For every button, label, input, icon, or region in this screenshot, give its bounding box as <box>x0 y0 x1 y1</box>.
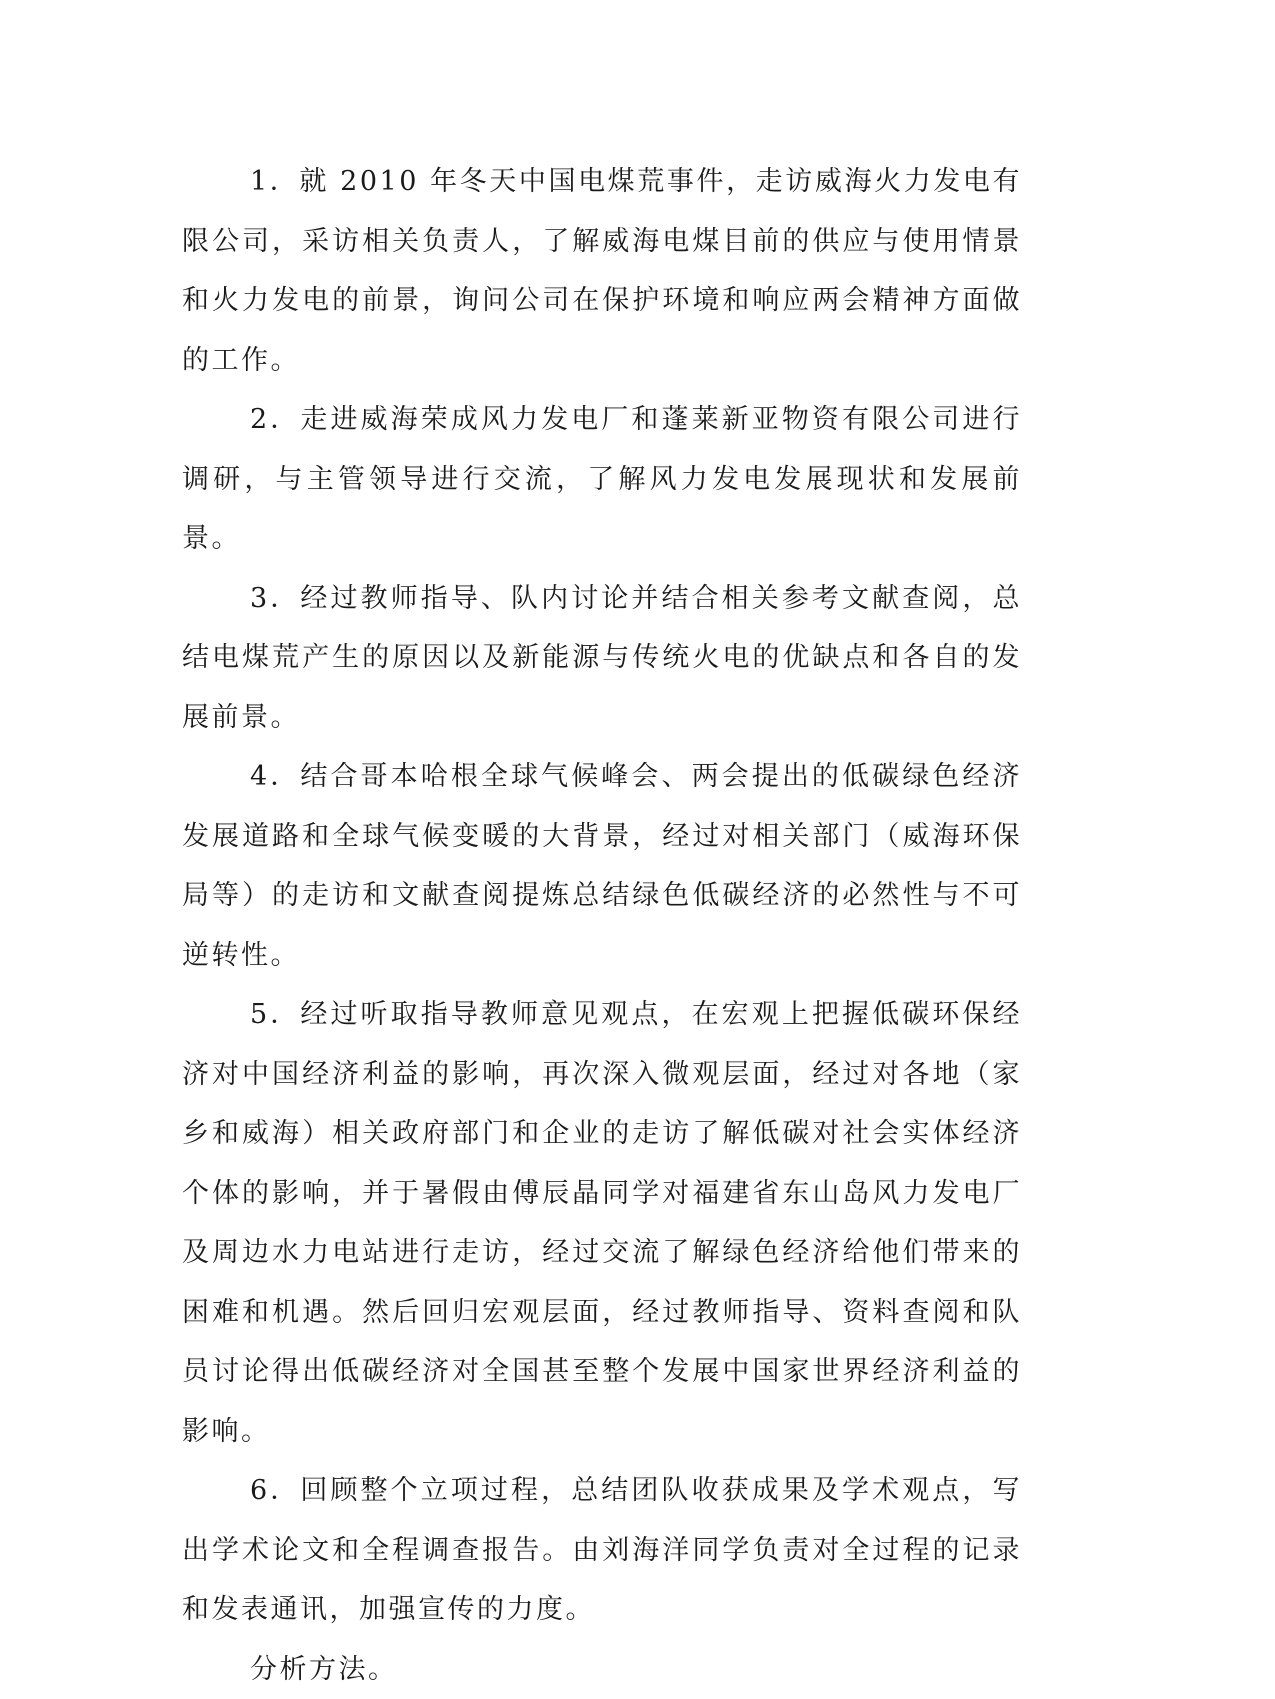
paragraph-item-1: 1．就 2010 年冬天中国电煤荒事件，走访威海火力发电有限公司，采访相关负责人，了解威海电煤目前的供应与使用情景和火力发电的前景，询问公司在保护环境和响应两会精神方面做的工作。 <box>182 152 1022 390</box>
analysis-method-heading: 分析方法。 <box>182 1640 1022 1699</box>
document-body <box>182 152 1022 1699</box>
paragraph-item-2: 2．走进威海荣成风力发电厂和蓬莱新亚物资有限公司进行调研，与主管领导进行交流，了解风力发电发展现状和发展前景。 <box>182 390 1022 569</box>
paragraph-item-4: 4．结合哥本哈根全球气候峰会、两会提出的低碳绿色经济发展道路和全球气候变暖的大背景，经过对相关部门（威海环保局等）的走访和文献查阅提炼总结绿色低碳经济的必然性与不可逆转性。 <box>182 747 1022 985</box>
paragraph-item-6: 6．回顾整个立项过程，总结团队收获成果及学术观点，写出学术论文和全程调查报告。由刘海洋同学负责对全过程的记录和发表通讯，加强宣传的力度。 <box>182 1461 1022 1640</box>
paragraph-item-3: 3．经过教师指导、队内讨论并结合相关参考文献查阅，总结电煤荒产生的原因以及新能源与传统火电的优缺点和各自的发展前景。 <box>182 569 1022 748</box>
paragraph-item-5: 5．经过听取指导教师意见观点，在宏观上把握低碳环保经济对中国经济利益的影响，再次深入微观层面，经过对各地（家乡和威海）相关政府部门和企业的走访了解低碳对社会实体经济个体的影响，并于暑假由傅辰晶同学对福建省东山岛风力发电厂及周边水力电站进行走访，经过交流了解绿色经济给他们带来的困难和机遇。然后回归宏观层面，经过教师指导、资料查阅和队员讨论得出低碳经济对全国甚至整个发展中国家世界经济利益的影响。 <box>182 985 1022 1461</box>
